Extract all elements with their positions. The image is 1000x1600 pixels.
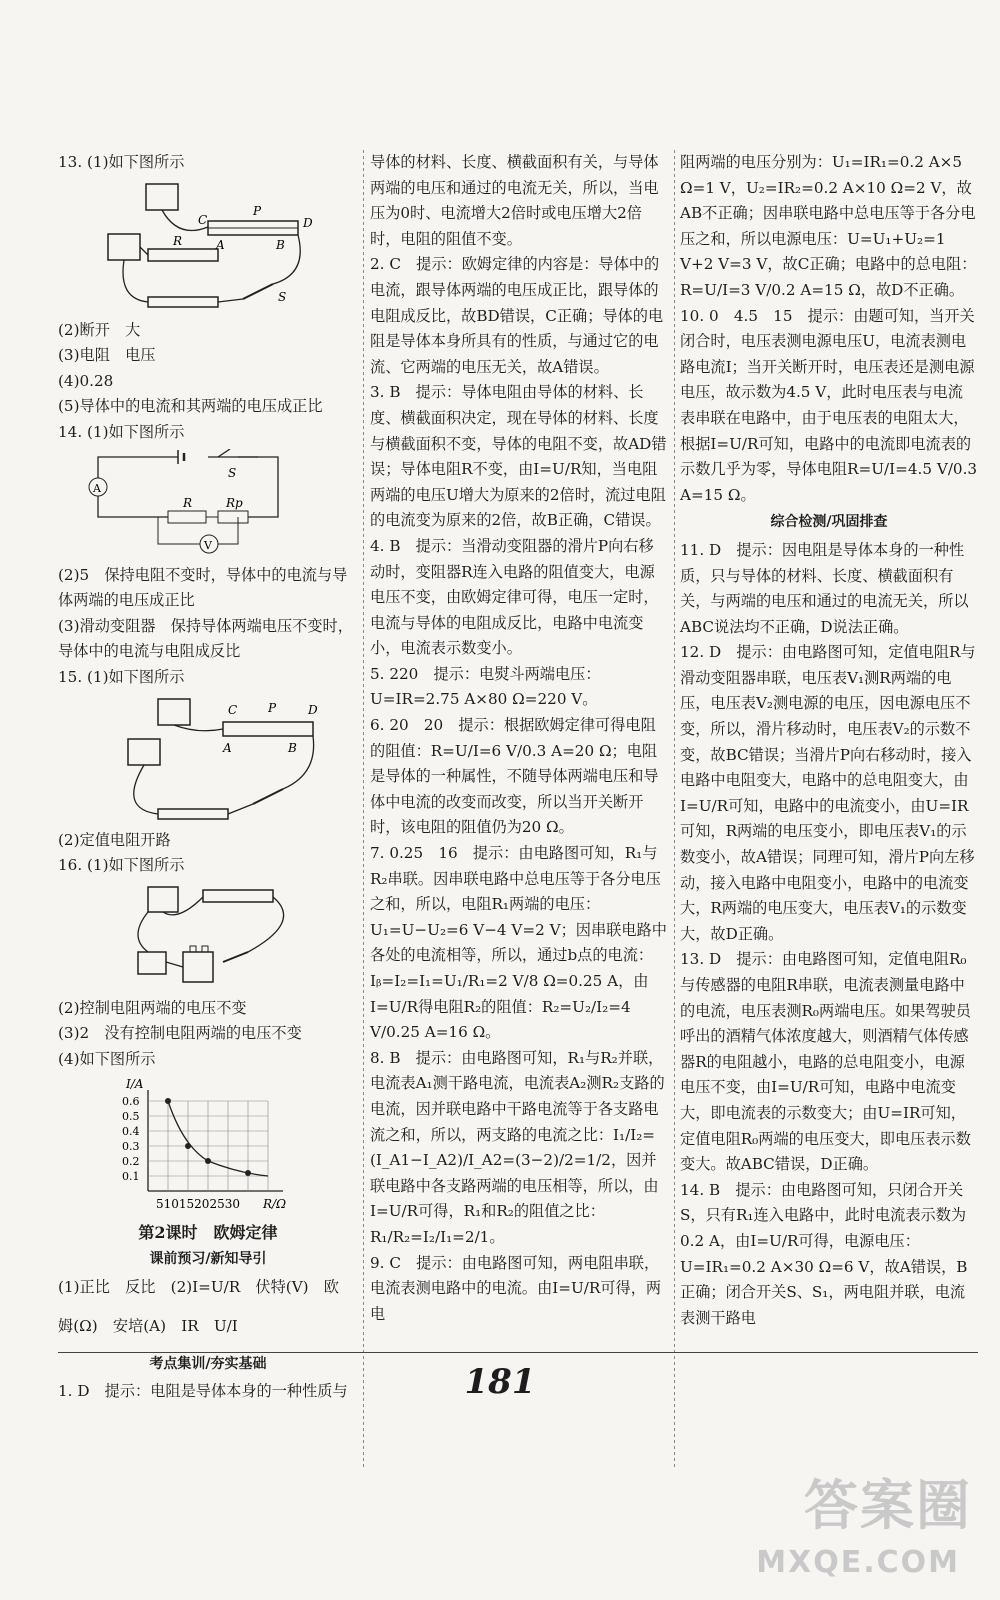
preview-line1: (1)正比 反比 (2)I=U/R 伏特(V) 欧 xyxy=(58,1277,339,1296)
answer-12: 12. D 提示：由电路图可知，定值电阻R与滑动变阻器串联，电压表V₁测R两端的电压，电压表V₂测电源的电压，因电源电压不变，所以，滑片移动时，电压表V₂的示数不变，故BC错误；当滑片P向右移动时，接入电路中电阻变大，电路中的总电阻变大，由I=U/R可知，电路中的电流变小，由U=IR可知，R两端的电压变小，即电压表V₁的示数变小，故A错误；同理可知，滑片P向左移动，接入电路中电阻变小，电路中的电流变大，R两端的电压变大，电压表V₁的示数变大，故D正确。 xyxy=(680,643,976,943)
answer-8: 8. B 提示：由电路图可知，R₁与R₂并联，电流表A₁测干路电流，电流表A₂测R₂支路的电流，因并联电路中干路电流等于各支路电流之和，所以，两支路的电流之比：I₁/I₂=(I_A1−I_A2)/I_A2=(3−2)/2=1/2，因并联电路中各支路两端的电压相等，所以，由I=U/R可得，R₁和R₂的阻值之比：R₁/R₂=I₂/I₁=2/1。 xyxy=(370,1048,665,1246)
svg-text:A: A xyxy=(216,237,225,252)
column-divider xyxy=(674,150,675,1470)
svg-text:A: A xyxy=(223,740,232,755)
answer-14-part2: (2)5 保持电阻不变时，导体中的电流与导体两端的电压成正比 xyxy=(58,565,348,610)
svg-text:S: S xyxy=(278,289,287,304)
answer-11: 11. D 提示：因电阻是导体本身的一种性质，只与导体的材料、长度、横截面积有关，与两端的电压和通过的电流无关，所以ABC说法均不正确，D说法正确。 xyxy=(680,540,969,636)
answer-14-part3: (3)滑动变阻器 保持导体两端电压不变时，导体中的电流与电阻成反比 xyxy=(58,616,353,661)
figure-circuit-16 xyxy=(58,882,358,992)
ytick-0.1: 0.1 xyxy=(122,1169,140,1183)
svg-text:C: C xyxy=(228,702,238,717)
answer-16-part1: 16. (1)如下图所示 xyxy=(58,856,185,875)
answer-16-part3: (3)2 没有控制电阻两端的电压不变 xyxy=(58,1024,302,1043)
svg-text:R: R xyxy=(183,495,193,510)
column-divider xyxy=(363,150,364,1470)
footer-rule xyxy=(58,1352,978,1353)
answer-13-right: 13. D 提示：由电路图可知，定值电阻R₀与传感器的电阻R串联，电流表测量电路中的电流，电压表测R₀两端电压。如果驾驶员呼出的酒精气体浓度越大，则酒精气体传感器R的电阻越小，电路的总电阻变小，电源电压不变，由I=U/R可知，电路中电流变大，即电流表的示数变大；由U=IR可知，定值电阻R₀两端的电压变大，即电压表示数变大。故ABC错误，D正确。 xyxy=(680,950,971,1174)
ytick-0.5: 0.5 xyxy=(122,1109,140,1123)
svg-text:V: V xyxy=(204,538,212,552)
column-right xyxy=(680,150,978,1331)
answer-10: 10. 0 4.5 15 提示：由题可知，当开关闭合时，电压表测电源电压U，电流表测电路电流I；当开关断开时，电压表还是测电源电压，故示数为4.5 V，此时电压表与电流表串联在电路中，由于电压表的电阻太大，根据I=U/R可知，电路中的电流即电流表的示数几乎为零，导体电阻R=U/I=4.5 V/0.3 A=15 Ω。 xyxy=(680,306,978,504)
column-middle xyxy=(370,150,668,1327)
section-comprehensive: 综合检测/巩固排查 xyxy=(770,514,888,531)
answer-1: 1. D 提示：电阻是导体本身的一种性质与 xyxy=(58,1382,348,1401)
preview-line2: 姆(Ω) 安培(A) IR U/I xyxy=(58,1317,238,1336)
answer-15-part2: (2)定值电阻开路 xyxy=(58,830,171,849)
answer-1-continued: 导体的材料、长度、横截面积有关，与导体两端的电压和通过的电流无关，所以，当电压为0时、电流增大2倍时或电压增大2倍时，电阻的阻值不变。 xyxy=(370,153,659,248)
svg-text:D: D xyxy=(308,702,318,717)
graph-ylabel: I/A xyxy=(126,1076,144,1091)
answer-13-part1: 13. (1)如下图所示 xyxy=(58,153,185,171)
answer-13-part3: (3)电阻 电压 xyxy=(58,346,156,365)
svg-text:D: D xyxy=(303,215,313,230)
xticks: 51015202530 xyxy=(156,1196,240,1211)
ytick-0.2: 0.2 xyxy=(122,1154,140,1168)
figure-circuit-15 xyxy=(58,694,358,824)
svg-text:P: P xyxy=(268,700,277,715)
column-left xyxy=(58,150,358,1405)
svg-text:A: A xyxy=(93,481,101,495)
preview-title: 课前预习/新知导引 xyxy=(149,1251,267,1268)
answer-2: 2. C 提示：欧姆定律的内容是：导体中的电流，跟导体两端的电压成正比，跟导体的电阻成反比，故BD错误，C正确；导体的电阻是导体本身所具有的性质，与通过它的电流、它两端的电压无关，故A错误。 xyxy=(370,255,664,376)
graph-xlabel: R/Ω xyxy=(263,1196,287,1211)
basics-title: 考点集训/夯实基础 xyxy=(149,1355,267,1372)
figure-graph-i-r xyxy=(58,1076,358,1216)
ytick-0.6: 0.6 xyxy=(122,1094,140,1108)
answer-14-part1: 14. (1)如下图所示 xyxy=(58,422,185,441)
answer-15-part1: 15. (1)如下图所示 xyxy=(58,667,185,686)
svg-text:P: P xyxy=(253,203,262,218)
answer-13-part4: (4)0.28 xyxy=(58,371,114,390)
answer-14-right: 14. B 提示：由电路图可知，只闭合开关S，只有R₁连入电路中，此时电流表示数为0.2 A，由I=U/R可得，电源电压：U=IR₁=0.2 A×30 Ω=6 V，故A错误，B正确；闭合开关S、S₁，两电阻并联，电流表测干路电 xyxy=(680,1180,968,1327)
page-number: 181 xyxy=(464,1362,536,1402)
svg-text:C: C xyxy=(198,212,208,227)
ytick-0.3: 0.3 xyxy=(122,1139,140,1153)
answer-9-continued: 阻两端的电压分别为：U₁=IR₁=0.2 A×5 Ω=1 V，U₂=IR₂=0.2 A×10 Ω=2 V，故AB不正确；因串联电路中总电压等于各分电压之和，所以电源电压：U=U₁+U₂=1 V+2 V=3 V，故C正确；电路中的总电阻：R=U/I=3 V/0.2 A=15 Ω，故D不正确。 xyxy=(680,153,977,299)
svg-text:B: B xyxy=(276,237,285,252)
svg-text:B: B xyxy=(288,740,297,755)
answer-16-part4: (4)如下图所示 xyxy=(58,1049,156,1068)
watermark-url: MXQE.COM xyxy=(756,1545,960,1580)
answer-3: 3. B 提示：导体电阻由导体的材料、长度、横截面积决定，现在导体的材料、长度与横截面积不变，导体的电阻不变，故AD错误；导体电阻R不变，由I=U/R知，当电阻两端的电压U增大为原来的2倍时，流过电阻的电流变为原来的2倍，故B正确，C错误。 xyxy=(370,383,667,530)
answer-7: 7. 0.25 16 提示：由电路图可知，R₁与R₂串联。因串联电路中总电压等于各分电压之和，所以，电阻R₁两端的电压：U₁=U−U₂=6 V−4 V=2 V；因串联电路中各处的电流相等，所以，通过b点的电流：Iᵦ=I₂=I₁=U₁/R₁=2 V/8 Ω=0.25 A，由I=U/R得电阻R₂的阻值：R₂=U₂/I₂=4 V/0.25 A=16 Ω。 xyxy=(370,844,667,1042)
answer-6: 6. 20 20 提示：根据欧姆定律可得电阻的阻值：R=U/I=6 V/0.3 A=20 Ω；电阻是导体的一种属性，不随导体两端电压和导体中电流的改变而改变，所以当开关断开时，该电阻的阻值仍为20 Ω。 xyxy=(370,716,659,837)
lesson-title: 第2课时 欧姆定律 xyxy=(138,1222,278,1242)
svg-text:S: S xyxy=(228,465,237,480)
answer-5: 5. 220 提示：电熨斗两端电压：U=IR=2.75 A×80 Ω=220 V。 xyxy=(370,664,601,709)
answer-9: 9. C 提示：由电路图可知，两电阻串联，电流表测电路中的电流。由I=U/R可得，两电 xyxy=(370,1253,662,1323)
figure-circuit-13 xyxy=(58,179,358,314)
ytick-0.4: 0.4 xyxy=(122,1124,140,1138)
answer-4: 4. B 提示：当滑动变阻器的滑片P向右移动时，变阻器R连入电路的阻值变大，电源电压不变，由欧姆定律可得，电压一定时，电流与导体的电阻成反比，电路中电流变小，电流表示数变小。 xyxy=(370,536,659,658)
svg-text:R: R xyxy=(173,233,183,248)
answer-16-part2: (2)控制电阻两端的电压不变 xyxy=(58,998,247,1017)
answer-13-part2: (2)断开 大 xyxy=(58,320,141,339)
answer-13-part5: (5)导体中的电流和其两端的电压成正比 xyxy=(58,397,323,416)
figure-circuit-14 xyxy=(58,449,358,559)
watermark-logo: 答案圈 xyxy=(804,1474,972,1537)
svg-text:Rp: Rp xyxy=(226,495,243,510)
